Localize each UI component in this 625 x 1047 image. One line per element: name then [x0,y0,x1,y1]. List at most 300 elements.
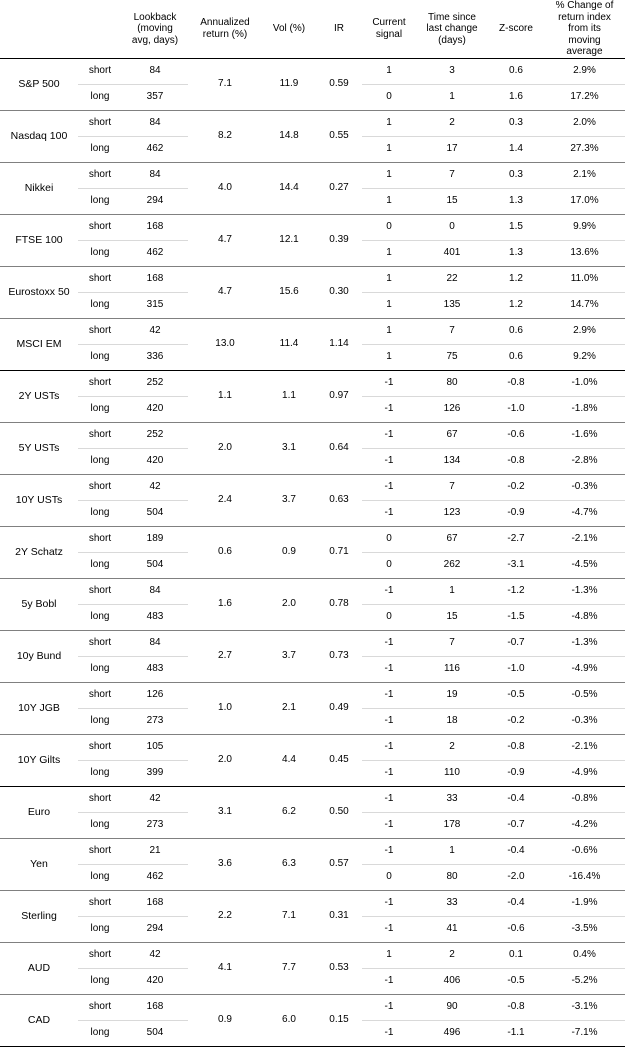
zscore-value: 1.6 [488,84,544,110]
time-since-value: 33 [416,786,488,812]
pct-change-value: -0.3% [544,474,625,500]
lookback-value: 420 [122,968,188,994]
vol-value: 14.8 [262,110,316,162]
header-pct-l2: return index [558,11,611,23]
lookback-value: 336 [122,344,188,370]
table-row [0,890,625,916]
pct-change-value: -1.0% [544,370,625,396]
term-label-long: long [78,396,122,422]
time-since-value: 90 [416,994,488,1020]
term-label-long: long [78,864,122,890]
header-vol-l1: Vol (%) [272,23,306,34]
zscore-value: 1.3 [488,188,544,214]
pct-change-value: -0.3% [544,708,625,734]
signal-value: -1 [362,838,416,864]
asset-name-cell: Nikkei [0,162,78,214]
signal-value: -1 [362,1020,416,1046]
signal-value: -1 [362,916,416,942]
asset-name-cell: Eurostoxx 50 [0,266,78,318]
header-zscore [488,0,544,58]
annualized-value: 3.1 [188,786,262,838]
time-since-value: 406 [416,968,488,994]
asset-name-cell: Sterling [0,890,78,942]
ir-value: 0.97 [316,370,362,422]
signal-value: -1 [362,578,416,604]
asset-name-cell: MSCI EM [0,318,78,370]
annualized-value: 2.2 [188,890,262,942]
pct-change-value: -7.1% [544,1020,625,1046]
signal-value: 1 [362,318,416,344]
time-since-value: 15 [416,188,488,214]
asset-name-cell: 10y Bund [0,630,78,682]
annualized-value: 2.0 [188,422,262,474]
time-since-value: 7 [416,474,488,500]
term-label-long: long [78,84,122,110]
term-label-short: short [78,58,122,84]
pct-change-value: -1.3% [544,630,625,656]
ir-value: 0.73 [316,630,362,682]
zscore-value: -2.0 [488,864,544,890]
table-row [0,110,625,136]
annualized-value: 13.0 [188,318,262,370]
lookback-value: 273 [122,708,188,734]
annualized-value: 0.9 [188,994,262,1046]
signal-value: -1 [362,422,416,448]
asset-name-cell: Euro [0,786,78,838]
time-since-value: 1 [416,84,488,110]
zscore-value: -1.2 [488,578,544,604]
term-label-long: long [78,812,122,838]
table-row [0,682,625,708]
lookback-value: 84 [122,110,188,136]
table-row [0,994,625,1020]
vol-value: 15.6 [262,266,316,318]
table-row [0,474,625,500]
annualized-value: 3.6 [188,838,262,890]
time-since-value: 19 [416,682,488,708]
pct-change-value: -4.5% [544,552,625,578]
table-row [0,214,625,240]
zscore-value: 1.3 [488,240,544,266]
annualized-value: 4.1 [188,942,262,994]
term-label-short: short [78,578,122,604]
table-row [0,318,625,344]
term-label-long: long [78,292,122,318]
signal-value: 0 [362,214,416,240]
signal-value: -1 [362,396,416,422]
time-since-value: 401 [416,240,488,266]
zscore-value: -0.7 [488,812,544,838]
signal-value: 0 [362,84,416,110]
header-pct-l4: moving [568,34,601,46]
term-label-long: long [78,708,122,734]
annualized-value: 4.0 [188,162,262,214]
pct-change-value: -3.1% [544,994,625,1020]
term-label-short: short [78,422,122,448]
lookback-value: 504 [122,552,188,578]
time-since-value: 7 [416,162,488,188]
asset-name-cell: CAD [0,994,78,1046]
lookback-value: 252 [122,370,188,396]
term-label-short: short [78,474,122,500]
pct-change-value: -2.1% [544,734,625,760]
ir-value: 0.45 [316,734,362,786]
asset-name-cell: FTSE 100 [0,214,78,266]
ir-value: 0.63 [316,474,362,526]
lookback-value: 462 [122,136,188,162]
term-label-short: short [78,370,122,396]
signal-value: -1 [362,656,416,682]
term-label-long: long [78,344,122,370]
signal-value: -1 [362,786,416,812]
ir-value: 0.64 [316,422,362,474]
zscore-value: -0.6 [488,916,544,942]
term-label-long: long [78,1020,122,1046]
pct-change-value: -4.2% [544,812,625,838]
time-since-value: 67 [416,526,488,552]
pct-change-value: 0.4% [544,942,625,968]
lookback-value: 168 [122,890,188,916]
term-label-long: long [78,448,122,474]
term-label-short: short [78,994,122,1020]
lookback-value: 42 [122,942,188,968]
zscore-value: 1.4 [488,136,544,162]
header-since-l1: Time since [428,11,476,23]
asset-name-cell: 2Y Schatz [0,526,78,578]
header-since-l2: last change [426,23,478,34]
ir-value: 0.30 [316,266,362,318]
header-lookback [122,0,188,58]
pct-change-value: -4.9% [544,760,625,786]
lookback-value: 399 [122,760,188,786]
signal-value: 1 [362,292,416,318]
lookback-value: 105 [122,734,188,760]
term-label-short: short [78,838,122,864]
zscore-value: -0.4 [488,786,544,812]
vol-value: 0.9 [262,526,316,578]
vol-value: 7.7 [262,942,316,994]
term-label-long: long [78,240,122,266]
ir-value: 0.31 [316,890,362,942]
zscore-value: -0.8 [488,448,544,474]
lookback-value: 315 [122,292,188,318]
annualized-value: 7.1 [188,58,262,110]
zscore-value: -1.0 [488,396,544,422]
time-since-value: 7 [416,630,488,656]
lookback-value: 420 [122,396,188,422]
zscore-value: -0.7 [488,630,544,656]
zscore-value: 0.1 [488,942,544,968]
lookback-value: 462 [122,240,188,266]
lookback-value: 84 [122,58,188,84]
zscore-value: -0.9 [488,500,544,526]
lookback-value: 84 [122,578,188,604]
ir-value: 0.39 [316,214,362,266]
zscore-value: 0.6 [488,344,544,370]
header-signal-l1: Current [372,17,406,29]
header-pct-l1: % Change of [555,0,614,11]
annualized-value: 2.4 [188,474,262,526]
lookback-value: 189 [122,526,188,552]
lookback-value: 420 [122,448,188,474]
lookback-value: 294 [122,916,188,942]
annualized-value: 0.6 [188,526,262,578]
signal-value: 1 [362,344,416,370]
asset-name-cell: S&P 500 [0,58,78,110]
lookback-value: 42 [122,786,188,812]
term-label-long: long [78,656,122,682]
signal-value: -1 [362,708,416,734]
time-since-value: 262 [416,552,488,578]
pct-change-value: -1.8% [544,396,625,422]
lookback-value: 252 [122,422,188,448]
header-pct-change [544,0,625,58]
table-row [0,526,625,552]
pct-change-value: -5.2% [544,968,625,994]
table-row [0,786,625,812]
term-label-short: short [78,110,122,136]
zscore-value: -3.1 [488,552,544,578]
signal-value: -1 [362,760,416,786]
vol-value: 14.4 [262,162,316,214]
lookback-value: 273 [122,812,188,838]
signal-value: -1 [362,630,416,656]
term-label-long: long [78,552,122,578]
annualized-value: 4.7 [188,266,262,318]
term-label-short: short [78,526,122,552]
pct-change-value: 2.9% [544,318,625,344]
table-row [0,162,625,188]
signal-value: 1 [362,240,416,266]
time-since-value: 22 [416,266,488,292]
asset-name-cell: 5y Bobl [0,578,78,630]
zscore-value: -0.5 [488,682,544,708]
vol-value: 7.1 [262,890,316,942]
time-since-value: 123 [416,500,488,526]
ir-value: 0.71 [316,526,362,578]
zscore-value: -0.2 [488,474,544,500]
table-row [0,838,625,864]
time-since-value: 1 [416,838,488,864]
header-since-l3: (days) [438,34,466,46]
pct-change-value: 11.0% [544,266,625,292]
time-since-value: 17 [416,136,488,162]
asset-name-cell: 10Y JGB [0,682,78,734]
zscore-value: 1.5 [488,214,544,240]
time-since-value: 67 [416,422,488,448]
signal-value: 0 [362,604,416,630]
pct-change-value: -2.1% [544,526,625,552]
header-annualized-l1: Annualized [200,17,250,29]
term-label-short: short [78,630,122,656]
signal-value: -1 [362,994,416,1020]
asset-name-cell: Nasdaq 100 [0,110,78,162]
term-label-long: long [78,604,122,630]
time-since-value: 2 [416,734,488,760]
pct-change-value: -0.5% [544,682,625,708]
table-row [0,734,625,760]
signal-value: -1 [362,448,416,474]
ir-value: 0.27 [316,162,362,214]
zscore-value: 0.6 [488,58,544,84]
vol-value: 1.1 [262,370,316,422]
zscore-value: -0.9 [488,760,544,786]
lookback-value: 84 [122,630,188,656]
pct-change-value: 9.2% [544,344,625,370]
term-label-short: short [78,786,122,812]
table-row [0,942,625,968]
vol-value: 6.3 [262,838,316,890]
lookback-value: 504 [122,500,188,526]
annualized-value: 1.0 [188,682,262,734]
time-since-value: 178 [416,812,488,838]
ir-value: 0.50 [316,786,362,838]
signal-value: -1 [362,890,416,916]
signal-value: 1 [362,942,416,968]
zscore-value: -0.2 [488,708,544,734]
ir-value: 0.53 [316,942,362,994]
vol-value: 3.7 [262,474,316,526]
pct-change-value: -4.7% [544,500,625,526]
time-since-value: 3 [416,58,488,84]
time-since-value: 33 [416,890,488,916]
pct-change-value: 13.6% [544,240,625,266]
lookback-value: 483 [122,656,188,682]
table-row [0,422,625,448]
ir-value: 0.78 [316,578,362,630]
zscore-value: 1.2 [488,292,544,318]
header-ir-l1: IR [334,23,344,34]
zscore-value: -2.7 [488,526,544,552]
table-body [0,58,625,1046]
pct-change-value: 17.0% [544,188,625,214]
annualized-value: 2.7 [188,630,262,682]
signal-value: 1 [362,136,416,162]
signal-value: -1 [362,370,416,396]
vol-value: 6.2 [262,786,316,838]
zscore-value: 1.2 [488,266,544,292]
term-label-long: long [78,968,122,994]
term-label-short: short [78,682,122,708]
time-since-value: 80 [416,370,488,396]
table-row [0,58,625,84]
time-since-value: 135 [416,292,488,318]
term-label-short: short [78,318,122,344]
lookback-value: 168 [122,266,188,292]
pct-change-value: 2.0% [544,110,625,136]
ir-value: 1.14 [316,318,362,370]
vol-value: 4.4 [262,734,316,786]
term-label-long: long [78,188,122,214]
time-since-value: 80 [416,864,488,890]
signal-value: 1 [362,162,416,188]
signal-value: 1 [362,58,416,84]
pct-change-value: -1.6% [544,422,625,448]
signal-value: -1 [362,500,416,526]
annualized-value: 4.7 [188,214,262,266]
time-since-value: 496 [416,1020,488,1046]
term-label-long: long [78,916,122,942]
header-lookback-l3: avg, days) [131,34,179,46]
term-label-short: short [78,266,122,292]
asset-name-cell: 5Y USTs [0,422,78,474]
lookback-value: 168 [122,214,188,240]
asset-name-cell: 10Y USTs [0,474,78,526]
table-header [0,0,625,58]
time-since-value: 116 [416,656,488,682]
lookback-value: 84 [122,162,188,188]
vol-value: 12.1 [262,214,316,266]
ir-value: 0.49 [316,682,362,734]
lookback-value: 357 [122,84,188,110]
header-annualized-l2: return (%) [202,28,248,40]
header-asset [0,0,78,58]
header-annualized-return [188,0,262,58]
zscore-value: -0.5 [488,968,544,994]
time-since-value: 15 [416,604,488,630]
zscore-value: -0.8 [488,994,544,1020]
annualized-value: 1.1 [188,370,262,422]
annualized-value: 2.0 [188,734,262,786]
table-row [0,630,625,656]
term-label-long: long [78,136,122,162]
term-label-short: short [78,890,122,916]
time-since-value: 110 [416,760,488,786]
header-pct-l3: from its [568,23,601,34]
header-ir [316,0,362,58]
ir-value: 0.57 [316,838,362,890]
asset-name-cell: AUD [0,942,78,994]
vol-value: 6.0 [262,994,316,1046]
annualized-value: 1.6 [188,578,262,630]
pct-change-value: -1.3% [544,578,625,604]
lookback-value: 21 [122,838,188,864]
zscore-value: -0.6 [488,422,544,448]
lookback-value: 294 [122,188,188,214]
vol-value: 3.1 [262,422,316,474]
table-row [0,370,625,396]
ir-value: 0.15 [316,994,362,1046]
signal-value: 0 [362,526,416,552]
pct-change-value: -16.4% [544,864,625,890]
lookback-value: 42 [122,474,188,500]
vol-value: 11.9 [262,58,316,110]
zscore-value: 0.3 [488,162,544,188]
pct-change-value: -4.8% [544,604,625,630]
pct-change-value: -4.9% [544,656,625,682]
zscore-value: -0.4 [488,838,544,864]
vol-value: 11.4 [262,318,316,370]
asset-name-cell: 2Y USTs [0,370,78,422]
signal-value: -1 [362,968,416,994]
pct-change-value: 17.2% [544,84,625,110]
header-lookback-l1: Lookback [133,11,177,23]
header-time-since-last-change [416,0,488,58]
header-lookback-l2: (moving [137,23,173,34]
signal-value: 1 [362,266,416,292]
time-since-value: 2 [416,942,488,968]
lookback-value: 504 [122,1020,188,1046]
pct-change-value: 9.9% [544,214,625,240]
header-signal-l2: signal [375,28,403,40]
asset-name-cell: Yen [0,838,78,890]
zscore-value: 0.3 [488,110,544,136]
pct-change-value: 14.7% [544,292,625,318]
ir-value: 0.55 [316,110,362,162]
header-current-signal [362,0,416,58]
header-term [78,0,122,58]
header-zscore-l1: Z-score [499,23,533,34]
